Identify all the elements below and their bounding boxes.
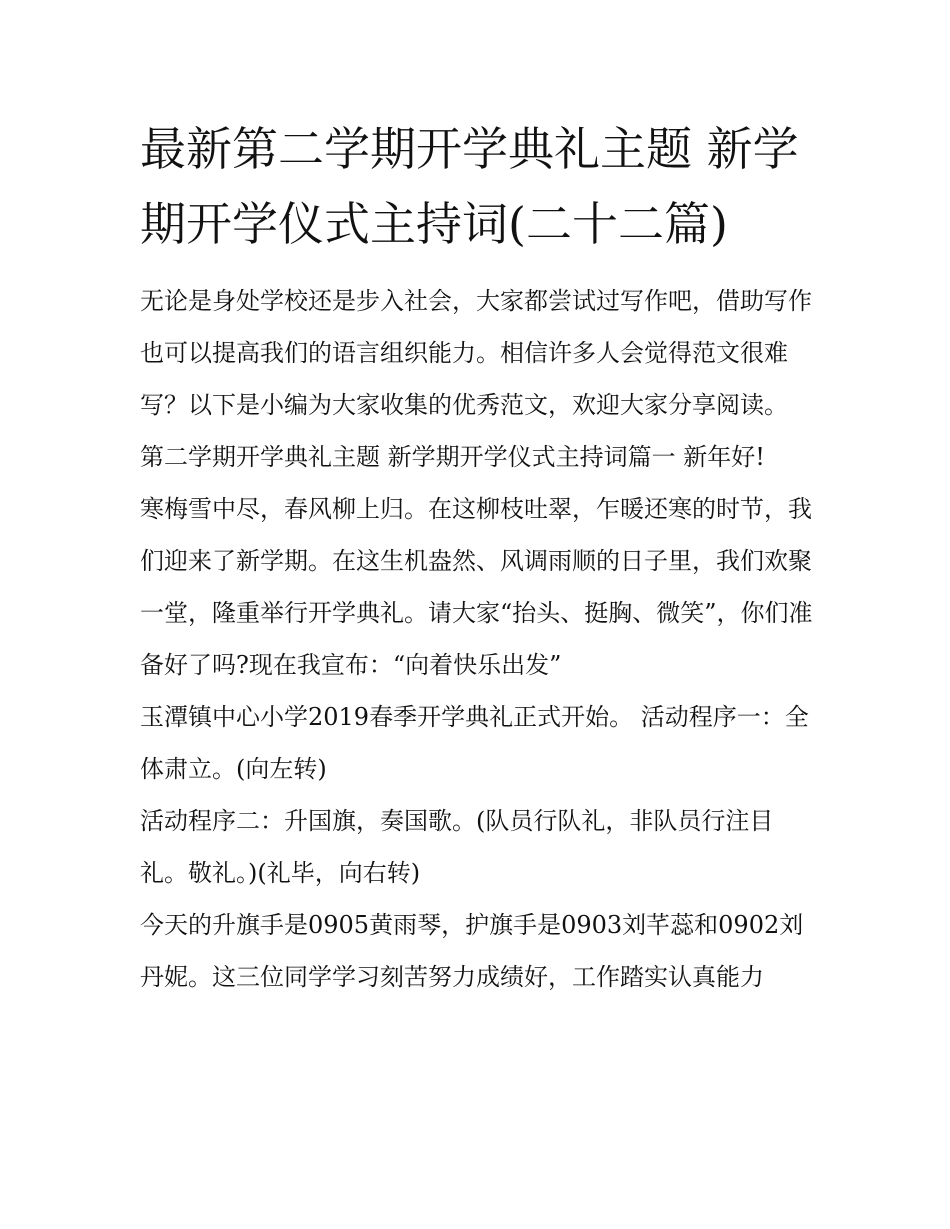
program-one-paragraph: 玉潭镇中心小学2019春季开学典礼正式开始。 活动程序一：全体肃立。(向左转): [140, 703, 809, 784]
flag-bearers-paragraph: 今天的升旗手是0905黄雨琴，护旗手是0903刘芊蕊和0902刘丹妮。这三位同学学习刻苦努力成绩好，工作踏实认真能力: [140, 911, 804, 992]
document-content: [140, 112, 816, 1003]
intro-paragraph: 无论是身处学校还是步入社会，大家都尝试过写作吧，借助写作也可以提高我们的语言组织能力。相信许多人会觉得范文很难写？以下是小编为大家收集的优秀范文，欢迎大家分享阅读。: [140, 287, 812, 420]
document-body: [140, 275, 816, 1003]
document-title: 最新第二学期开学典礼主题 新学期开学仪式主持词(二十二篇): [140, 122, 799, 251]
section-heading-paragraph: 第二学期开学典礼主题 新学期开学仪式主持词篇一 新年好!: [140, 443, 765, 472]
opening-paragraph: 寒梅雪中尽，春风柳上归。在这柳枝吐翠，乍暖还寒的时节，我们迎来了新学期。在这生机盎然、风调雨顺的日子里，我们欢聚一堂，隆重举行开学典礼。请大家“抬头、挺胸、微笑”，你们准备好了吗?现在我宣布：“向着快乐出发”: [140, 495, 813, 680]
program-two-paragraph: 活动程序二：升国旗，奏国歌。(队员行队礼，非队员行注目礼。敬礼。)(礼毕，向右转): [140, 807, 774, 888]
